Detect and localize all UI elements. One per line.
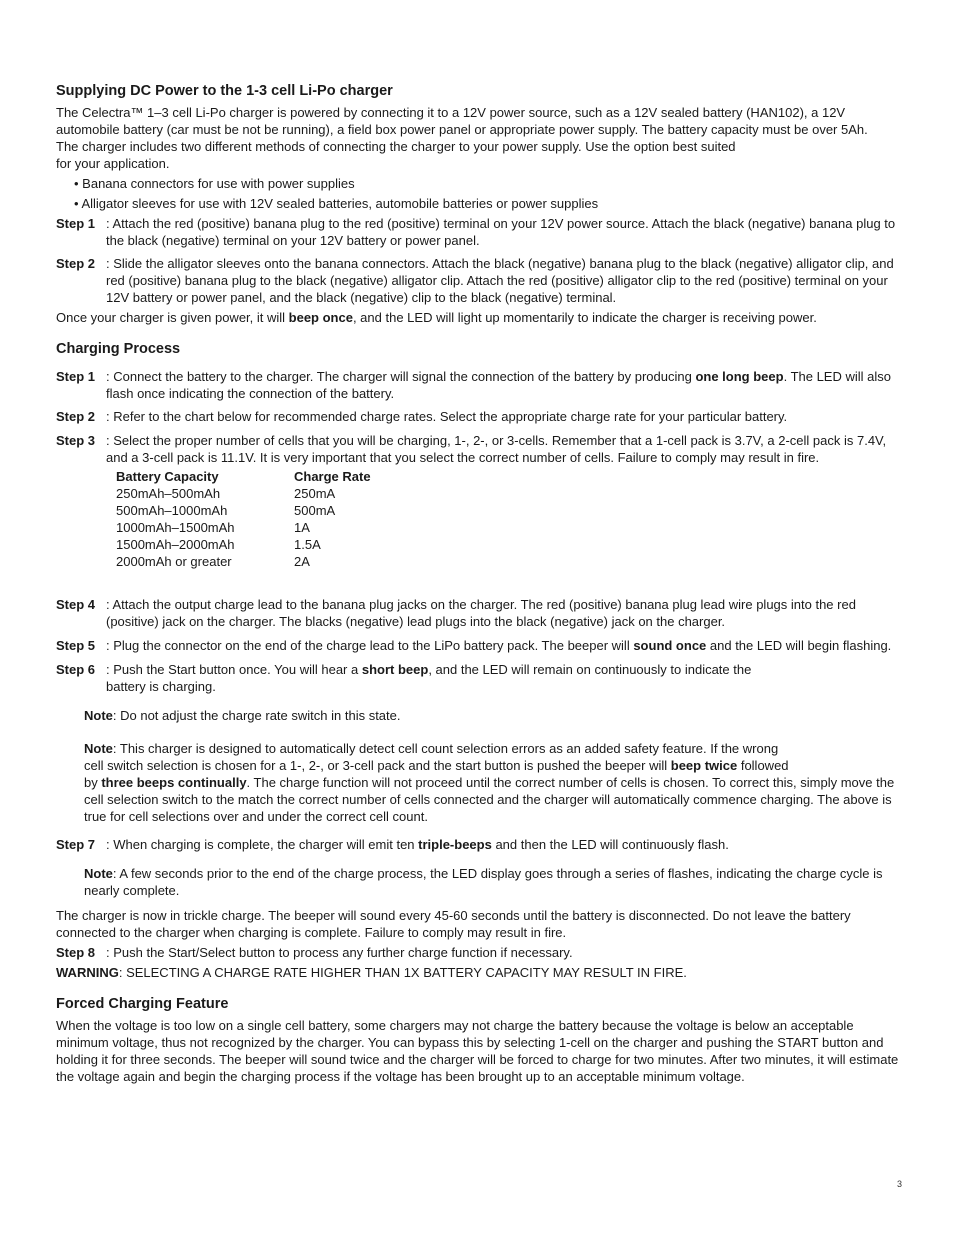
- emphasis: triple-beeps: [418, 837, 492, 852]
- text: : Connect the battery to the charger. The charger will signal the connection of the battery by producing: [106, 369, 696, 384]
- bullet-item: • Banana connectors for use with power supplies: [74, 176, 355, 191]
- paragraph-power-on: [56, 309, 901, 326]
- emphasis: beep twice: [670, 758, 738, 773]
- text: cell switch selection is chosen for a 1-, 2-, or 3-cell pack and the start button is pushed the beeper will: [84, 758, 671, 773]
- warning-label: WARNING: [56, 965, 119, 980]
- bullet-item: • Alligator sleeves for use with 12V sealed batteries, automobile batteries or power supplies: [74, 196, 599, 211]
- section-heading-dc-power: Supplying DC Power to the 1-3 cell Li-Po charger: [56, 83, 393, 99]
- table-cell: 1.5A: [294, 537, 321, 552]
- table-row: [116, 553, 371, 570]
- note-charge-rate-switch: [84, 707, 901, 724]
- paragraph-power-source: The Celectra™ 1–3 cell Li-Po charger is powered by connecting it to a 12V power source, such as a 12V sealed battery (HAN102), a 12V automobile battery (car must be not be running), a field box power panel or appropriate power supply. The battery capacity must be over 5Ah.: [56, 105, 868, 137]
- table-cell: 250mAh–500mAh: [116, 486, 221, 501]
- table-header-row: [116, 468, 371, 485]
- table-cell: 1000mAh–1500mAh: [116, 520, 235, 535]
- text: battery is charging.: [106, 679, 216, 694]
- step-text: : Select the proper number of cells that you will be charging, 1-, 2-, or 3-cells. Remember that a 1-cell pack is 3.7V, a 2-cell pack is 7.4V, and a 3-cell pack is 11.1V. It is very important that you select the correct number of cells. Failure to comply may result in fire.: [106, 433, 887, 465]
- step-1-charging: [56, 368, 901, 402]
- step-label: Step 1: [56, 369, 96, 384]
- step-text: : Push the Start/Select button to process any further charge function if necessary.: [106, 945, 573, 960]
- note-text: : Do not adjust the charge rate switch in this state.: [112, 708, 401, 723]
- text: . The LED will also flash once indicating the connection of the battery.: [106, 369, 891, 401]
- text: and the LED will begin flashing.: [706, 638, 892, 653]
- table-cell: 2000mAh or greater: [116, 554, 232, 569]
- table-cell: 2A: [294, 554, 310, 569]
- paragraph-connection-methods: [56, 138, 901, 172]
- note-label: Note: [84, 741, 113, 756]
- table-cell: 500mA: [294, 503, 336, 518]
- note-cell-count-detection: [84, 740, 901, 825]
- step-label: Step 2: [56, 256, 96, 271]
- step-8-charging: [56, 944, 901, 961]
- charge-rate-table: [116, 468, 371, 570]
- step-4-charging: [56, 596, 901, 630]
- emphasis: one long beep: [695, 369, 784, 384]
- note-label: Note: [84, 708, 113, 723]
- emphasis: beep once: [288, 310, 353, 325]
- step-5-charging: [56, 637, 901, 654]
- emphasis: short beep: [361, 662, 429, 677]
- text: , and the LED will light up momentarily to indicate the charger is receiving power.: [352, 310, 817, 325]
- text-line: The charger includes two different methods of connecting the charger to your power supply. Use the option best suited: [56, 139, 736, 154]
- step-6-charging: [56, 661, 901, 695]
- text: : SELECTING A CHARGE RATE HIGHER THAN 1X BATTERY CAPACITY MAY RESULT IN FIRE.: [118, 965, 687, 980]
- table-cell: 500mAh–1000mAh: [116, 503, 228, 518]
- table-cell: 250mA: [294, 486, 336, 501]
- step-text: : Attach the red (positive) banana plug to the red (positive) terminal on your 12V power source. Attach the black (negative) banana plug to the black (negative) terminal on your 12V battery or power panel.: [106, 216, 896, 248]
- page-number: 3: [897, 1179, 903, 1189]
- text: : When charging is complete, the charger will emit ten: [106, 837, 419, 852]
- table-cell: 1A: [294, 520, 310, 535]
- paragraph-trickle-charge: The charger is now in trickle charge. The beeper will sound every 45-60 seconds until the battery is disconnected. Do not leave the battery connected to the charger when charging is complete. Failure to comply may result in fire.: [56, 908, 851, 940]
- note-end-of-charge: [84, 865, 901, 899]
- section-heading-charging-process: Charging Process: [56, 341, 181, 357]
- text-line: for your application.: [56, 156, 170, 171]
- table-row: [116, 519, 371, 536]
- document-page: [56, 82, 901, 1085]
- step-text: : Attach the output charge lead to the banana plug jacks on the charger. The red (positive) banana plug lead wire plugs into the red (positive) jack on the charger. The blacks (negative) lead plugs into the black (negative) jack on the charger.: [106, 597, 856, 629]
- step-label: Step 7: [56, 837, 96, 852]
- step-text: : Refer to the chart below for recommended charge rates. Select the appropriate charge rate for your particular battery.: [106, 409, 788, 424]
- table-row: [116, 485, 371, 502]
- column-header: Charge Rate: [294, 469, 371, 484]
- step-1-power: [56, 215, 901, 249]
- text: , and the LED will remain on continuously to indicate the: [428, 662, 752, 677]
- section-heading-forced-charging: Forced Charging Feature: [56, 996, 229, 1012]
- note-label: Note: [84, 866, 113, 881]
- step-label: Step 1: [56, 216, 96, 231]
- text: : Push the Start button once. You will hear a: [106, 662, 362, 677]
- table-row: [116, 536, 371, 553]
- column-header: Battery Capacity: [116, 469, 219, 484]
- emphasis: sound once: [633, 638, 707, 653]
- text: : This charger is designed to automatically detect cell count selection errors as an added safety feature. If the wrong: [112, 741, 779, 756]
- step-text: : Slide the alligator sleeves onto the banana connectors. Attach the black (negative) banana plug to the black (negative) alligator clip, and red (positive) banana plug to the black (negative) alligator clip. Attach the red (positive) alligator clip to the red (positive) terminal on your 12V battery or power panel, and the black (negative) clip to the black (negative) terminal.: [106, 256, 894, 305]
- step-label: Step 4: [56, 597, 96, 612]
- text: . The charge function will not proceed until the correct number of cells is chosen. To correct this, simply move the cell selection switch to the match the correct number of cells connected and the charger will automatically commence charging. The above is true for cell selections over and under the correct cell count.: [84, 775, 895, 824]
- text: : Plug the connector on the end of the charge lead to the LiPo battery pack. The beeper will: [106, 638, 634, 653]
- table-row: [116, 502, 371, 519]
- emphasis: three beeps continually: [101, 775, 247, 790]
- step-2-power: [56, 255, 901, 306]
- paragraph-forced-charging: When the voltage is too low on a single cell battery, some chargers may not charge the battery because the voltage is below an acceptable minimum voltage, thus not recognized by the charger. You can bypass this by selecting 1-cell on the charger and pushing the START button and holding it for three seconds. The beeper will sound twice and the charger will be forced to charge for two minutes. After two minutes, it will estimate the voltage again and begin the charging process if the voltage has been brought up to an acceptable minimum voltage.: [56, 1018, 899, 1084]
- step-label: Step 3: [56, 433, 96, 448]
- table-cell: 1500mAh–2000mAh: [116, 537, 235, 552]
- text: followed: [737, 758, 789, 773]
- text: Once your charger is given power, it will: [56, 310, 289, 325]
- text: by: [84, 775, 102, 790]
- step-2-charging: [56, 408, 901, 425]
- step-label: Step 2: [56, 409, 96, 424]
- text: and then the LED will continuously flash.: [491, 837, 729, 852]
- note-text: : A few seconds prior to the end of the charge process, the LED display goes through a series of flashes, indicating the charge cycle is nearly complete.: [84, 866, 883, 898]
- step-label: Step 6: [56, 662, 96, 677]
- step-label: Step 8: [56, 945, 96, 960]
- warning-text: [56, 964, 901, 981]
- step-label: Step 5: [56, 638, 96, 653]
- step-7-charging: [56, 836, 901, 853]
- step-3-charging: [56, 432, 901, 466]
